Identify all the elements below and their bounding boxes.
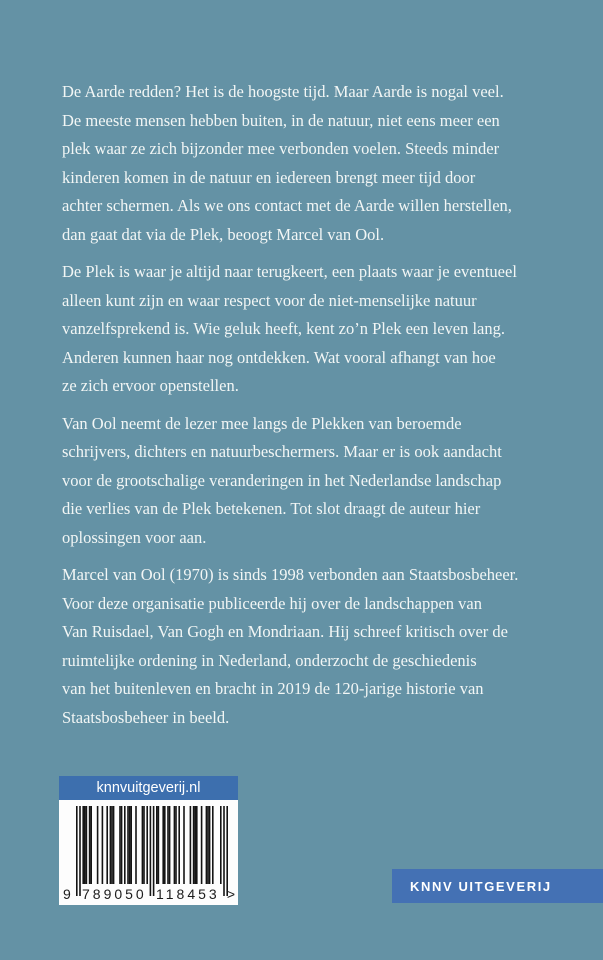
blurb-line: Van Ool neemt de lezer mee langs de Plekken van beroemde [62, 413, 462, 433]
blurb-text [62, 78, 552, 741]
blurb-line: De Aarde redden? Het is de hoogste tijd. Maar Aarde is nogal veel. [62, 82, 504, 101]
blurb-line: vanzelfsprekend is. Wie geluk heeft, kent zo’n Plek een leven lang. [62, 319, 505, 338]
barcode-digit-group1: 789050 [82, 886, 147, 902]
blurb-line: Anderen kunnen haar nog ontdekken. Wat vooral afhangt van hoe [62, 347, 496, 367]
blurb-line: schrijvers, dichters en natuurbeschermers. Maar er is ook aandacht [62, 442, 502, 461]
blurb-line: ze zich ervoor openstellen. [62, 376, 239, 395]
blurb-paragraph [62, 258, 552, 401]
blurb-line: Voor deze organisatie publiceerde hij over de landschappen van [62, 593, 482, 613]
barcode-digit-first: 9 [63, 886, 71, 902]
blurb-line: kinderen komen in de natuur en iedereen brengt meer tijd door [62, 167, 476, 187]
blurb-line: van het buitenleven en bracht in 2019 de 120-jarige historie van [62, 679, 484, 698]
blurb-paragraph [62, 561, 552, 732]
blurb-line: De meeste mensen hebben buiten, in de natuur, niet eens meer een [62, 110, 500, 130]
blurb-line: oplossingen voor aan. [62, 527, 207, 547]
blurb-line: De Plek is waar je altijd naar terugkeert, een plaats waar je eventueel [62, 262, 517, 281]
blurb-line: alleen kunt zijn en waar respect voor de niet-menselijke natuur [62, 290, 477, 310]
publisher-url: knnvuitgeverij.nl [96, 780, 201, 796]
publisher-url-strip [59, 776, 238, 800]
barcode-digit-last: > [226, 886, 235, 902]
blurb-line: ruimtelijke ordening in Nederland, onderzocht de geschiedenis [62, 650, 477, 670]
barcode-digit-group2: 118453 [156, 886, 220, 902]
blurb-line: Staatsbosbeheer in beeld. [62, 707, 230, 727]
barcode-block [59, 776, 238, 905]
barcode-icon [76, 806, 228, 896]
blurb-line: Marcel van Ool (1970) is sinds 1998 verbonden aan Staatsbosbeheer. [62, 565, 519, 584]
blurb-paragraph [62, 78, 552, 249]
blurb-line: dan gaat dat via de Plek, beoogt Marcel van Ool. [62, 224, 385, 244]
barcode-digits [59, 885, 238, 902]
blurb-line: die verlies van de Plek betekenen. Tot slot draagt de auteur hier [62, 499, 481, 518]
blurb-line: achter schermen. Als we ons contact met de Aarde willen herstellen, [62, 196, 512, 215]
blurb-paragraph [62, 410, 552, 553]
barcode-panel [59, 800, 238, 905]
blurb-line: plek waar ze zich bijzonder mee verbonden voelen. Steeds minder [62, 139, 500, 158]
publisher-logo-label: KNNV UITGEVERIJ [410, 878, 552, 894]
blurb-line: voor de grootschalige veranderingen in het Nederlandse landschap [62, 470, 502, 490]
publisher-logo [392, 869, 603, 903]
blurb-line: Van Ruisdael, Van Gogh en Mondriaan. Hij schreef kritisch over de [62, 622, 508, 641]
